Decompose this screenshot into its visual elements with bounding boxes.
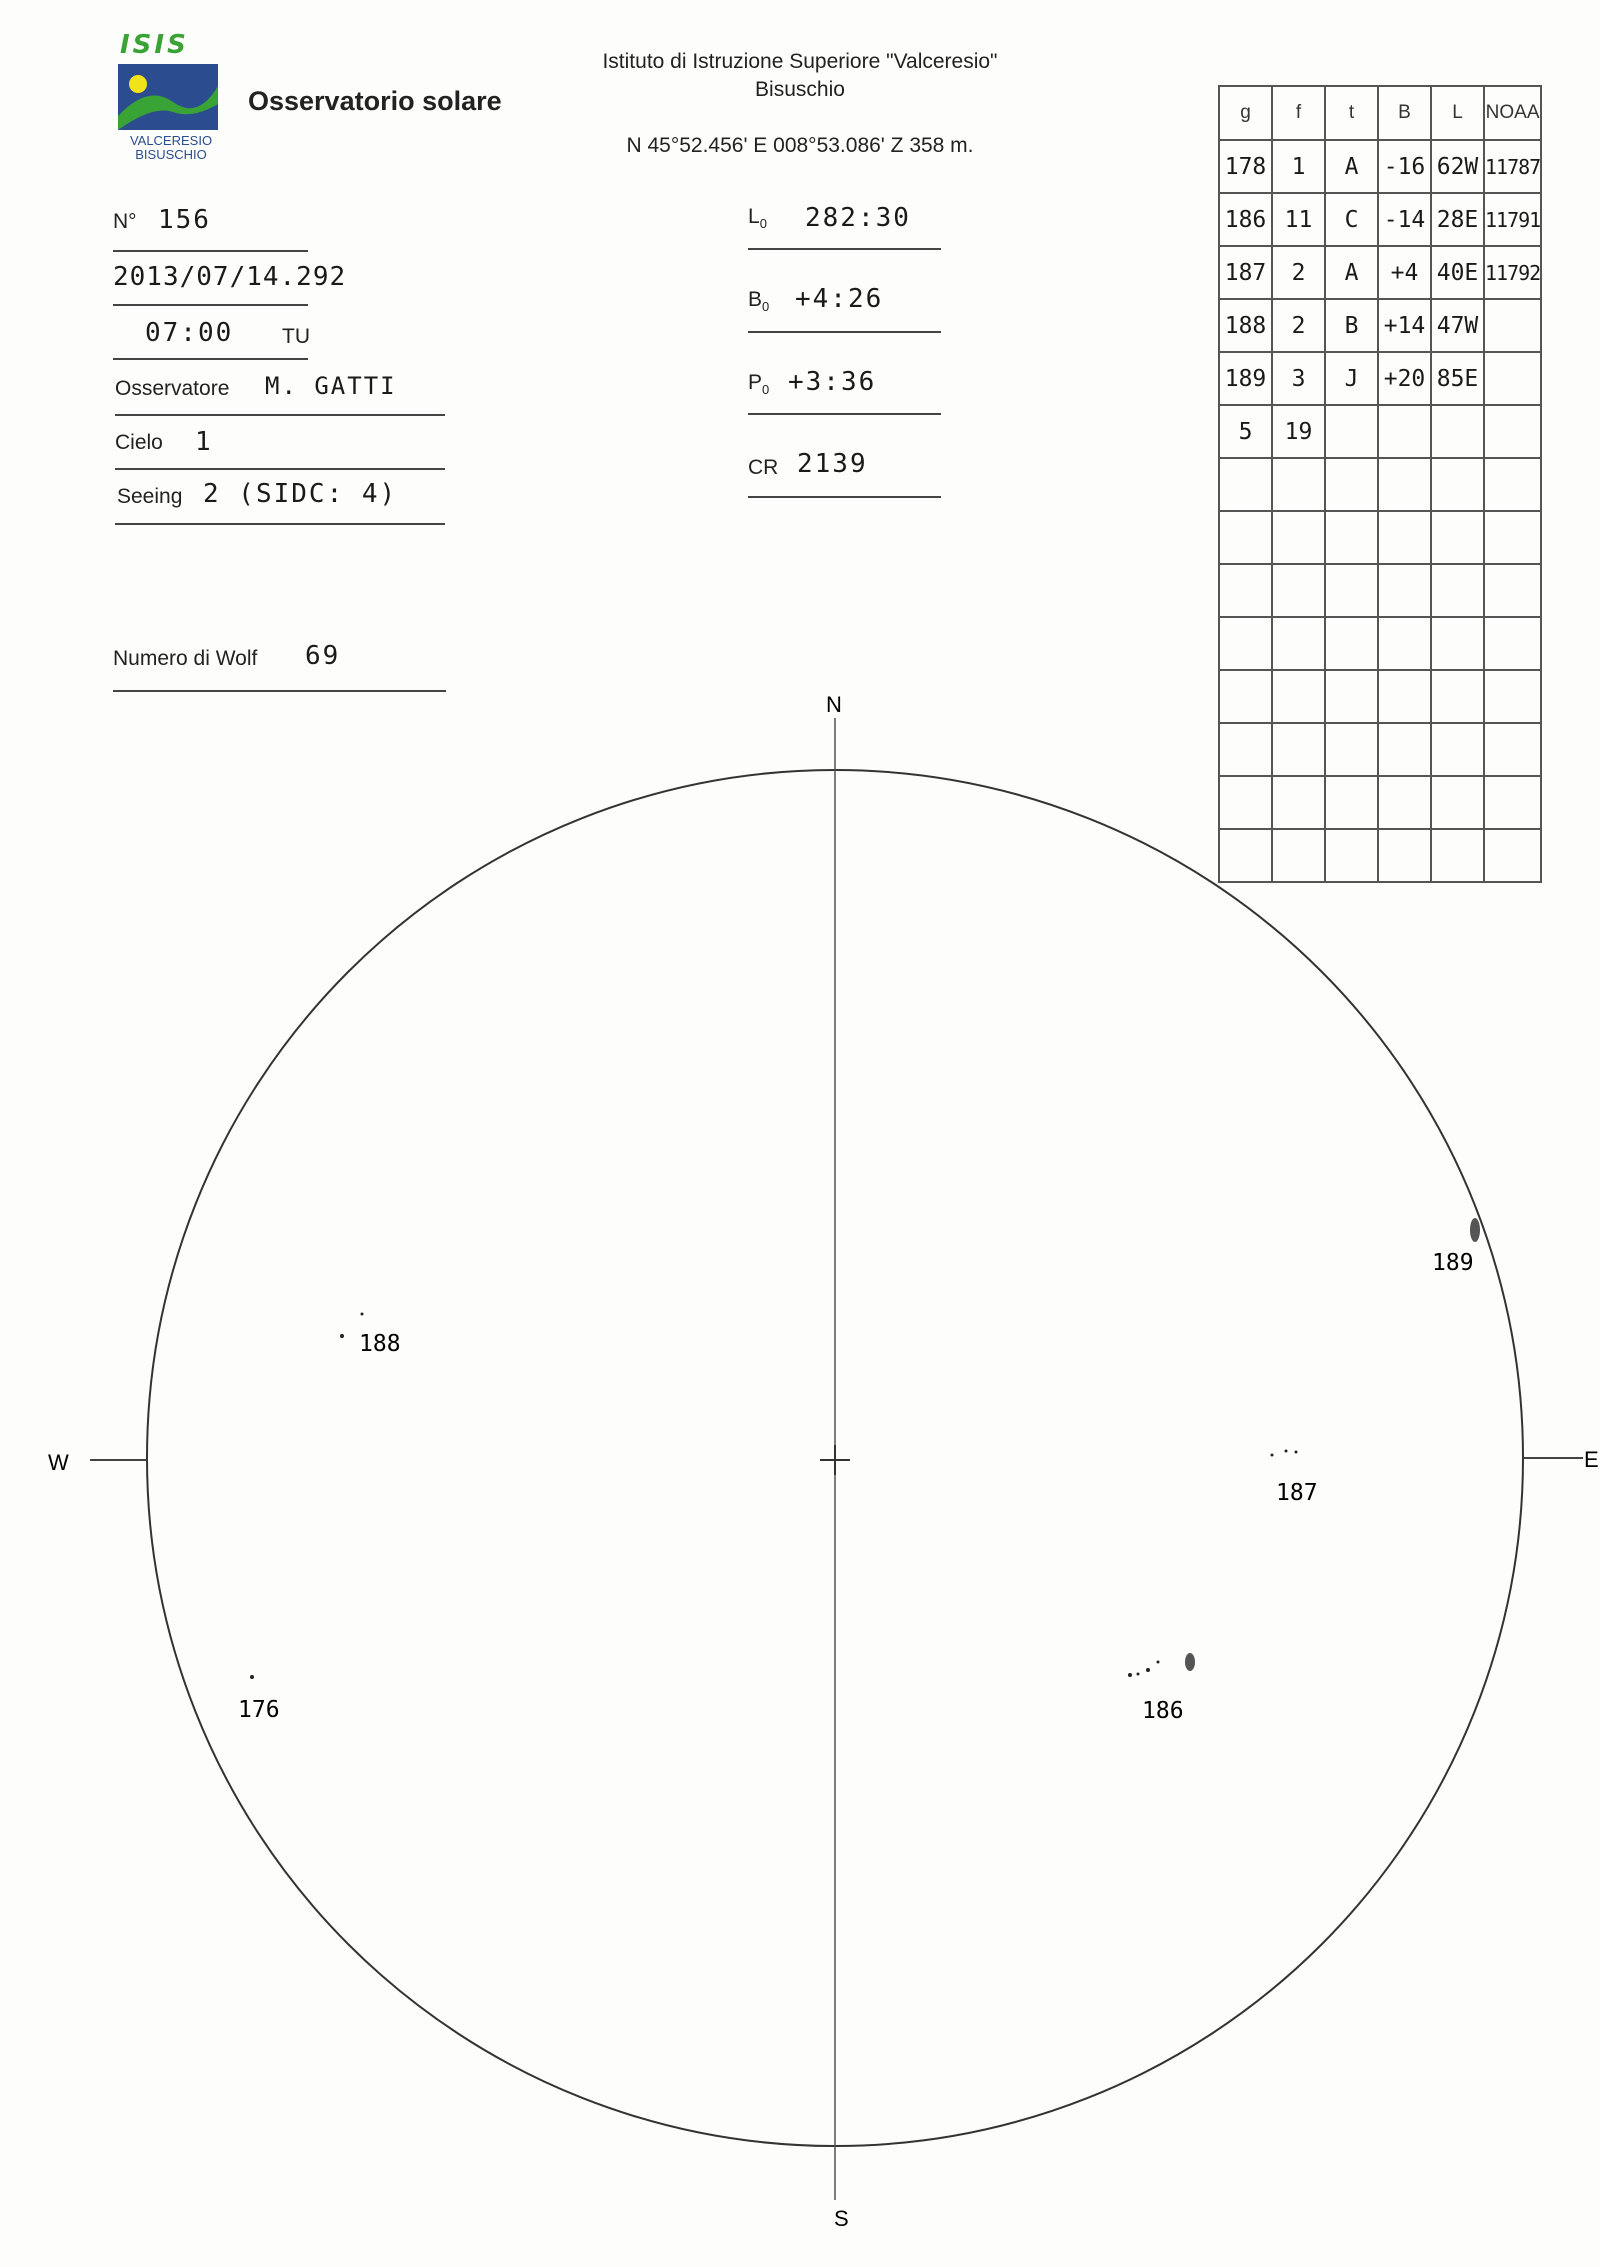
b0-label: $B_0$ [748, 288, 770, 315]
observer-value: M. GATTI [265, 372, 397, 400]
header-longitude: L [1431, 86, 1484, 140]
sunspot [361, 1313, 364, 1316]
header-spots: f [1272, 86, 1325, 140]
sunspot [1128, 1673, 1132, 1677]
table-cell: 186 [1219, 193, 1272, 246]
cr-value: 2139 [797, 449, 868, 479]
cr-label: CR [748, 456, 779, 479]
sky-value: 1 [195, 427, 213, 457]
table-cell: 11791 [1484, 193, 1541, 246]
sunspot [1285, 1450, 1288, 1453]
observatory-coordinates: N 45°52.456' E 008°53.086' Z 358 m. [626, 134, 974, 157]
group-label-176: 176 [238, 1697, 280, 1723]
table-cell: 11787 [1484, 140, 1541, 193]
south-label: S [834, 2206, 849, 2231]
table-cell: 189 [1219, 352, 1272, 405]
group-label-186: 186 [1142, 1698, 1184, 1724]
sunspot [1137, 1673, 1140, 1676]
table-cell: -14 [1378, 193, 1431, 246]
header-noaa: NOAA [1484, 86, 1541, 140]
table-cell: 40E [1431, 246, 1484, 299]
table-cell: -16 [1378, 140, 1431, 193]
header-group: g [1219, 86, 1272, 140]
institute-name: Istituto di Istruzione Superiore "Valceresio" [602, 50, 998, 73]
table-cell: +20 [1378, 352, 1431, 405]
group-label-189: 189 [1432, 1250, 1474, 1276]
table-cell: C [1325, 193, 1378, 246]
header-type: t [1325, 86, 1378, 140]
wolf-label: Numero di Wolf [113, 647, 258, 670]
table-cell: +14 [1378, 299, 1431, 352]
table-cell: A [1325, 140, 1378, 193]
sunspot [1157, 1661, 1160, 1664]
table-cell: 187 [1219, 246, 1272, 299]
table-cell: J [1325, 352, 1378, 405]
table-cell: +4 [1378, 246, 1431, 299]
time-value: 07:00 [145, 318, 234, 348]
sunspot [1470, 1218, 1480, 1242]
institute-town: Bisuschio [755, 78, 845, 101]
table-cell: 19 [1272, 405, 1325, 458]
number-value: 156 [158, 205, 211, 235]
group-label-188: 188 [359, 1331, 401, 1357]
logo-text: ISIS [120, 30, 189, 60]
east-label: E [1584, 1447, 1599, 1472]
table-cell: 47W [1431, 299, 1484, 352]
header-latitude: B [1378, 86, 1431, 140]
table-cell: 178 [1219, 140, 1272, 193]
sunspot [340, 1334, 344, 1338]
l0-value: 282:30 [805, 203, 911, 233]
number-label: N° [113, 210, 137, 233]
table-cell: 1 [1272, 140, 1325, 193]
table-cell: 2 [1272, 299, 1325, 352]
north-label: N [826, 692, 842, 717]
table-cell: B [1325, 299, 1378, 352]
sky-label: Cielo [115, 431, 163, 454]
sunspot [1295, 1451, 1298, 1454]
sunspot [1185, 1653, 1195, 1671]
west-label: W [48, 1450, 69, 1475]
observatory-title: Osservatorio solare [248, 86, 502, 116]
time-unit: TU [282, 325, 310, 348]
l0-label: $L_0$ [748, 205, 767, 232]
table-cell: 62W [1431, 140, 1484, 193]
wolf-value: 69 [305, 641, 341, 671]
sunspot [1271, 1454, 1274, 1457]
date-value: 2013/07/14.292 [113, 262, 347, 292]
b0-value: +4:26 [795, 284, 884, 314]
group-label-187: 187 [1276, 1480, 1318, 1506]
table-cell: 3 [1272, 352, 1325, 405]
table-cell: 28E [1431, 193, 1484, 246]
table-cell: 11792 [1484, 246, 1541, 299]
logo-caption: VALCERESIO BISUSCHIO [129, 133, 213, 162]
table-cell: 5 [1219, 405, 1272, 458]
table-cell: A [1325, 246, 1378, 299]
sunspot [250, 1675, 254, 1679]
table-cell: 2 [1272, 246, 1325, 299]
sunspot [1146, 1668, 1150, 1672]
table-cell: 85E [1431, 352, 1484, 405]
table-cell: 188 [1219, 299, 1272, 352]
observer-label: Osservatore [115, 377, 230, 400]
seeing-value: 2 (SIDC: 4) [203, 479, 398, 509]
seeing-label: Seeing [117, 485, 183, 508]
p0-value: +3:36 [788, 367, 877, 397]
p0-label: $P_0$ [748, 371, 770, 398]
table-cell: 11 [1272, 193, 1325, 246]
